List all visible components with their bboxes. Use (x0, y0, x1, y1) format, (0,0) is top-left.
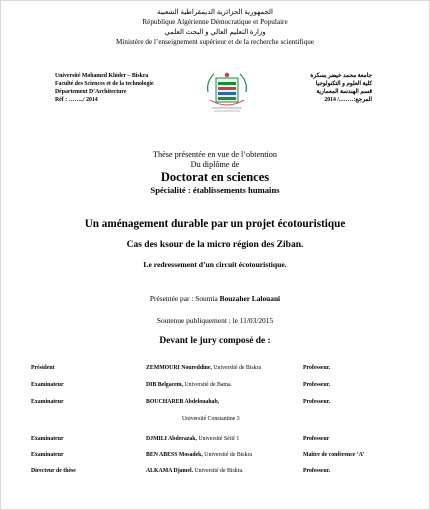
right-faculty: كلية العلوم و التكنولوجيا (315, 81, 372, 87)
header-arabic-republic: الجمهورية الجزائرية الديمقراطية الشعبية (157, 8, 273, 16)
jury-role: Examinateur (31, 436, 64, 442)
jury-institution: Université Sétif 1 (196, 436, 240, 442)
jury-role: Examinateur (31, 452, 64, 458)
header-french-ministry: Ministère de l’enseignement supérieur et de la recherche scientifique (116, 38, 314, 46)
degree-title: Doctorat en sciences (160, 170, 270, 184)
jury-grade: Professeur. (303, 382, 331, 388)
jury-role: Directeur de thèse (31, 468, 76, 474)
right-reference: المرجع:……../ 2014 (324, 97, 372, 103)
thesis-subtitle-2: Le redressement d’un circuit écotouristique. (143, 260, 287, 269)
left-reference: Réf : ……../ 2014 (55, 97, 98, 103)
jury-grade: Professeur. (303, 399, 331, 405)
thesis-diploma-line: Du diplôme de (190, 160, 240, 169)
jury-name: BEN ABESS Mosadek, (146, 452, 203, 458)
jury-member (146, 399, 219, 405)
defense-date: Soutenue publiquement : le 11/03/2015 (156, 316, 274, 325)
thesis-presented-line: Thèse présentée en vue de l’obtention (153, 150, 277, 159)
jury-member (146, 468, 244, 474)
jury-institution: Université de Biskra. (193, 468, 244, 474)
presented-by-label: Présentée par : Soumia (149, 294, 218, 303)
university-logo (202, 70, 252, 114)
jury-institution: Université de Biskra (202, 452, 252, 458)
jury-institution: Université de Biskra (211, 365, 262, 371)
right-department: قسم الهندسة المعمارية (316, 89, 372, 95)
jury-role: Examinateur (31, 399, 64, 405)
jury-name: ALKAMA Djamel. (146, 468, 194, 474)
right-university: جامعة محمد خيضر بسكرة (310, 73, 372, 79)
jury-member (146, 436, 239, 442)
presented-by (0, 294, 430, 303)
left-university: Université Mohamed Khider – Biskra (55, 73, 149, 79)
presented-by-name: Bouzaher Lalouani (219, 294, 281, 303)
jury-name: ZEMMOURI Noureddine, (146, 365, 212, 371)
speciality: Spécialité : établissements humains (150, 185, 280, 195)
jury-heading: Devant le jury composé de : (159, 336, 271, 346)
jury-name: DJMILI Abderazak, (146, 436, 197, 442)
jury-member (146, 452, 252, 458)
left-department: Département D’Architecture (55, 89, 127, 95)
jury-member (146, 382, 232, 388)
header-arabic-ministry: وزارة التعليم العالي و البحث العلمي (164, 28, 266, 36)
jury-grade: Professeur. (303, 468, 331, 474)
left-faculty: Faculté des Sciences et de la technologie (55, 81, 154, 87)
jury-member (146, 365, 261, 371)
jury-name: BOUCHAREB Abdelouahab, (146, 399, 220, 405)
jury-name: DIB Belgacem, (146, 382, 184, 388)
jury-institution: Université de Batna. (183, 382, 232, 388)
header-french-republic: République Algérienne Démocratique et Populaire (142, 18, 288, 26)
thesis-title: Un aménagement durable par un projet écotouristique (84, 218, 346, 230)
jury-grade: Maître de conférence ‘A’ (303, 452, 365, 458)
jury-institution-line2: Université Constantine 3 (182, 416, 240, 422)
jury-role: Président (31, 365, 55, 371)
jury-role: Examinateur (31, 382, 64, 388)
jury-grade: Professeur (303, 436, 330, 442)
jury-grade: Professeur. (303, 365, 331, 371)
thesis-subtitle: Cas des ksour de la micro région des Ziban. (126, 240, 304, 250)
